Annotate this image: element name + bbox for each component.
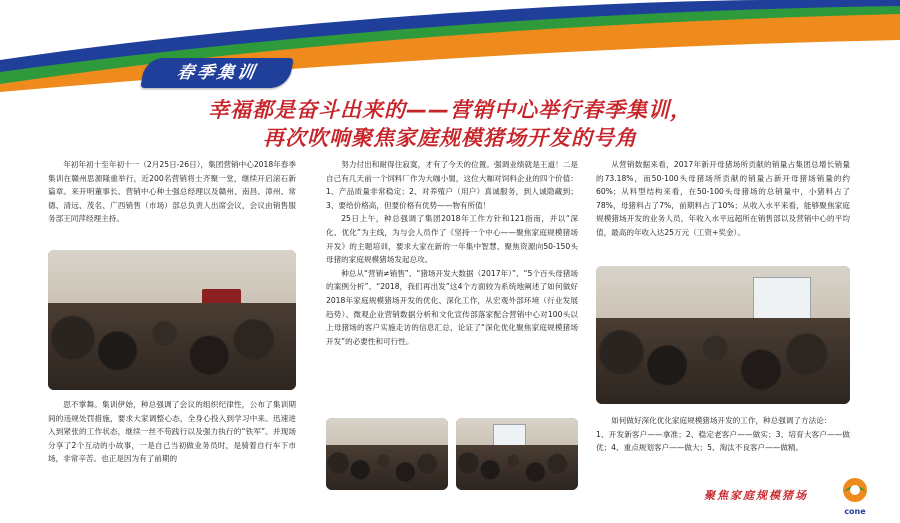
- headline-line-2: 再次吹响聚焦家庭规模猪场开发的号角: [263, 126, 637, 150]
- company-logo: [838, 476, 872, 516]
- training-photo-3: [456, 418, 578, 490]
- headline: [40, 96, 860, 152]
- footer-brand-slogan: 聚焦家庭规模猪场: [704, 489, 808, 502]
- article-column-3-lower: [596, 414, 850, 455]
- section-tag: 春季集训: [140, 58, 293, 88]
- paragraph: 年初年初十至年初十一（2月25日-26日），集团营销中心2018年春季集训在赣州思源隆重举行，近200名营销将士齐聚一堂，继续开启滚石新篇章。来开明董事长、营销中心种士强总经理以及赣州、南昌、漳州、常德、清远、茂名、广西销售（市场）部总负责人出席会议，会议由销售服务部王同萍经理主持。: [48, 160, 296, 224]
- logo-mark-icon: [838, 476, 872, 506]
- article-column-1: [48, 158, 296, 226]
- paragraph: 从营销数据来看，2017年新开母猪场所贡献的销量占集团总增长销量的73.18%，而50-100头母猪场所贡献的销量占新开母猪场销量的约60%；从料型结构来看，在50-100头母猪场的总销量中，小猪料占了78%，母猪料占了7%，前期料占了10%；从收入水平来看，能够聚焦家庭规模猪场开发的业务人员，年收入水平远超所在销售部以及营销中心的平均值，最高的年收入达25万元（工资+奖金）。: [596, 160, 850, 237]
- training-photo-1: [48, 250, 296, 390]
- paragraph: 思不掌舞。集训伊始，种总强调了会议的组织纪律性，公布了集训期间的违规处罚措施，要求大家调整心态，全身心投入到学习中来。迅速进入到紧张的工作状态，继续一丝不苟践行以及强力执行的“铁军”。并现场分享了2个互动的小故事，一是自己当初做业务员时，是骑着自行车下市场，非常辛苦。也正是因为有了前期的: [48, 400, 296, 464]
- method-list: 1、开发新客户——拿准；2、稳定老客户——做实；3、培育大客户——做优；4、重点规划客户——做大；5、淘汰不良客户——做精。: [596, 429, 850, 453]
- paragraph: 如何做好深化优化家庭规模猪场开发的工作，种总强调了方法论：: [611, 416, 832, 425]
- headline-line-1: 幸福都是奋斗出来的——营销中心举行春季集训，: [208, 98, 692, 122]
- article-column-1-lower: [48, 398, 296, 466]
- header-swoosh-graphic: [0, 0, 900, 100]
- article-column-2: [326, 158, 578, 348]
- article-column-3: [596, 158, 850, 240]
- logo-text: cone: [844, 507, 866, 516]
- training-photo-4: [596, 266, 850, 404]
- paragraph: 种总从“营销≠销售”、“猪场开发大数据（2017年）”、“5个百头母猪场的案例分析”、“2018，我们再出发”这4个方面较为系统地阐述了如何做好2018年家庭规模猪场开发的优化、深化工作，从宏观外部环境（行业发展趋势）、微观企业营销数据分析和文化宣传部落家配合营销中心对100头以上母猪场的客户实施走访的信息汇总，论证了“深化优化聚焦家庭规模猪场开发”的必要性和可行性。: [326, 268, 578, 346]
- paragraph: 努力付出和耐得住寂寞，才有了今天的位置。强调业绩就是王道！二是自己有几天前一个饲料厂作为大咖小舅，这位大咖对饲料企业的四个价值：1、产品质量非常稳定；2、对养殖户（用户）真诚服务，到人诚隐藏到；3、要给价格高，但要价格有优势——物有所值！: [326, 160, 578, 210]
- paragraph: 25日上午，种总强调了集团2018年工作方针和121指南，并以“深化、优化”为主线，为与会人员作了《坚持一个中心——聚焦家庭规模猪场开发》的主题培训，要求大家在新的一年集中智慧、聚焦资源向50-150头母猪的家庭规模猪场发起总攻。: [326, 214, 578, 265]
- training-photo-2: [326, 418, 448, 490]
